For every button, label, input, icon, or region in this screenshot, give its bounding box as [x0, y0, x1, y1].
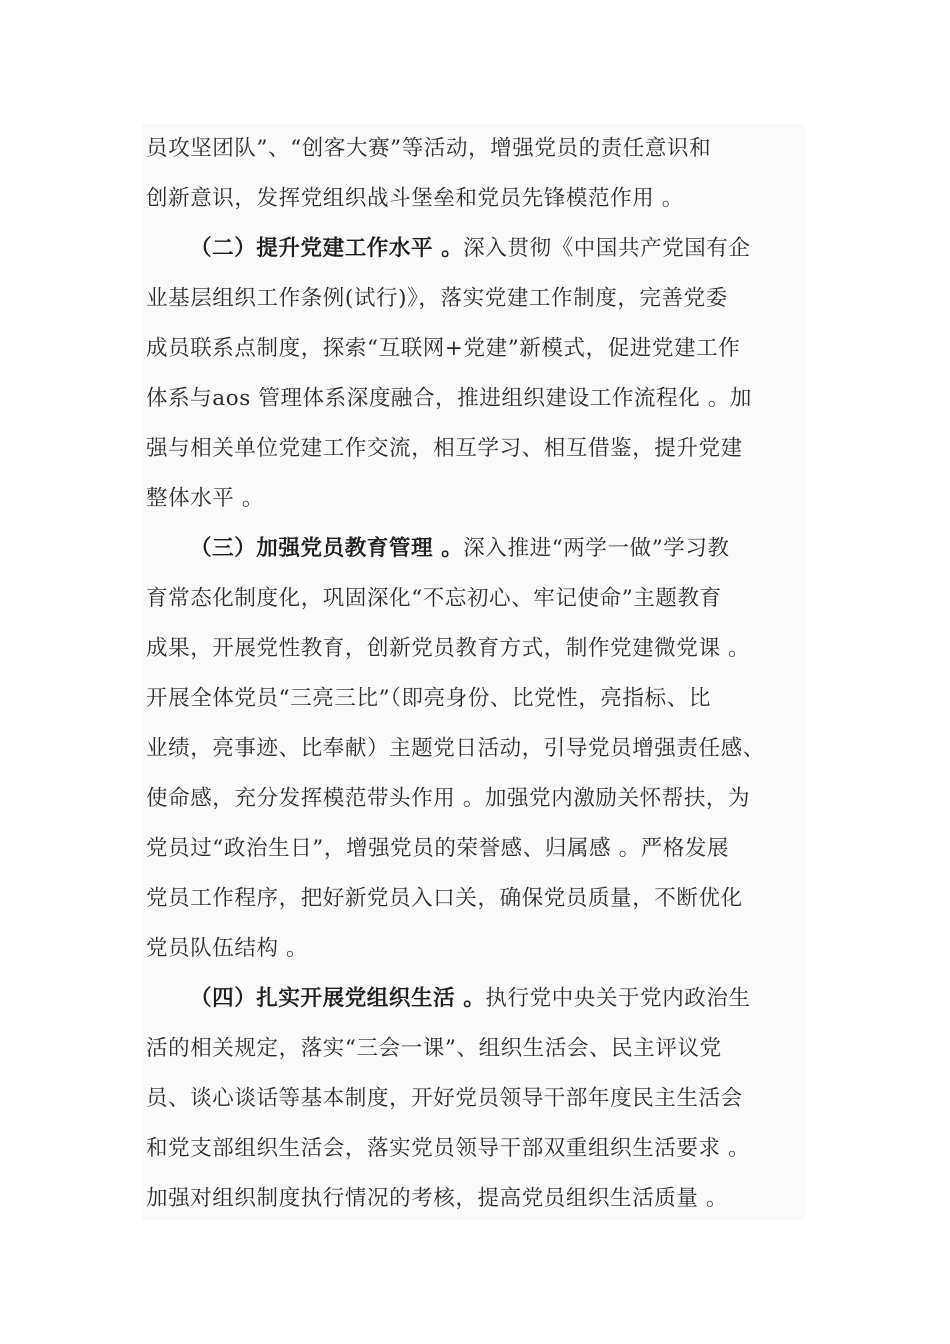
section-3-line-7: 党员过“政治生日”，增强党员的荣誉感、归属感 。严格发展	[146, 836, 730, 861]
section-3-line-8: 党员工作程序，把好新党员入口关，确保党员质量，不断优化	[146, 886, 743, 911]
section-2-line-6: 整体水平 。	[146, 486, 264, 511]
section-4-line-3: 员、谈心谈话等基本制度，开好党员领导干部年度民主生活会	[146, 1086, 743, 1111]
section-3-line-2: 育常态化制度化，巩固深化“不忘初心、牢记使命”主题教育	[146, 586, 722, 611]
section-3-heading: （三）加强党员教育管理 。	[190, 536, 464, 561]
section-2-line-1-text: 深入贯彻《中国共产党国有企	[463, 236, 751, 261]
intro-line-2: 创新意识，发挥党组织战斗堡垒和党员先锋模范作用 。	[146, 186, 684, 211]
section-3-line-1-text: 深入推进“两学一做”学习教	[463, 536, 730, 561]
section-3-line-5: 业绩，亮事迹、比奉献）主题党日活动，引导党员增强责任感、	[146, 736, 765, 761]
section-2-heading: （二）提升党建工作水平 。	[190, 236, 464, 261]
section-3-line-9: 党员队伍结构 。	[146, 936, 309, 961]
section-2-first-line	[190, 234, 751, 264]
section-3-line-3: 成果，开展党性教育，创新党员教育方式，制作党建微党课 。	[146, 636, 751, 661]
section-2-line-5: 强与相关单位党建工作交流，相互学习、相互借鉴，提升党建	[146, 436, 743, 461]
section-4-line-2: 活的相关规定，落实“三会一课”、组织生活会、民主评议党	[146, 1036, 722, 1061]
section-2-line-3: 成员联系点制度，探索“互联网+党建”新模式，促进党建工作	[146, 336, 741, 361]
section-2-line-4: 体系与aos 管理体系深度融合，推进组织建设工作流程化 。加	[146, 386, 752, 411]
section-2-line-2: 业基层组织工作条例(试行)》，落实党建工作制度，完善党委	[146, 286, 728, 311]
section-4-first-line	[190, 984, 751, 1014]
section-3-line-4: 开展全体党员“三亮三比”（即亮身份、比党性，亮指标、比	[146, 686, 711, 711]
section-4-line-4: 和党支部组织生活会，落实党员领导干部双重组织生活要求 。	[146, 1136, 751, 1161]
section-3-first-line	[190, 534, 730, 564]
intro-line-1: 员攻坚团队”、“创客大赛”等活动，增强党员的责任意识和	[146, 136, 712, 161]
section-4-line-5: 加强对组织制度执行情况的考核，提高党员组织生活质量 。	[146, 1186, 729, 1211]
section-4-line-1-text: 执行党中央关于党内政治生	[485, 986, 751, 1011]
section-4-heading: （四）扎实开展党组织生活 。	[190, 986, 486, 1011]
section-3-line-6: 使命感，充分发挥模范带头作用 。加强党内激励关怀帮扶，为	[146, 786, 751, 811]
